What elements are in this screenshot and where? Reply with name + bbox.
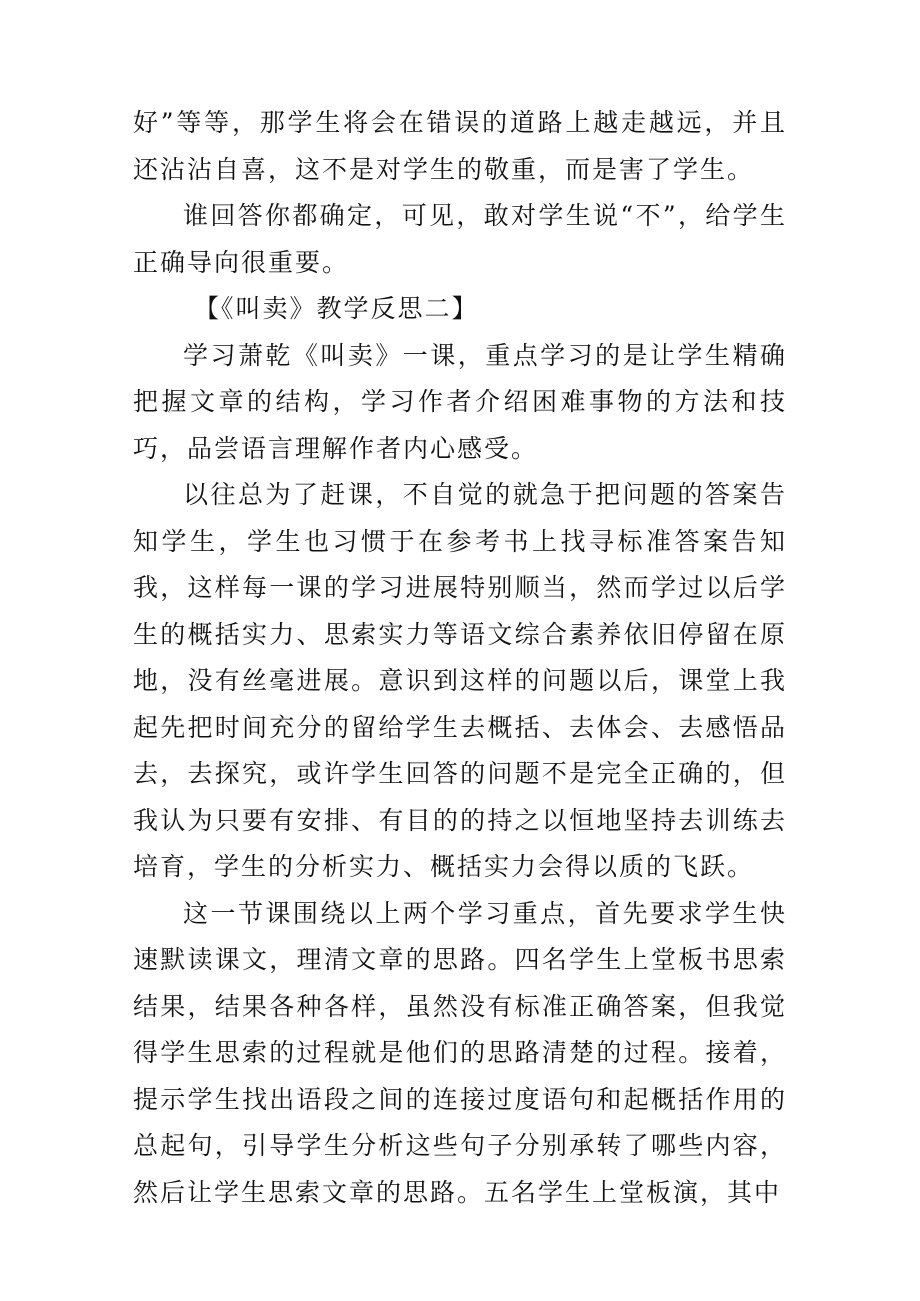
document-body — [133, 100, 787, 1216]
paragraph-body-2: 以往总为了赶课，不自觉的就急于把问题的答案告知学生，学生也习惯于在参考书上找寻标准答案告知我，这样每一课的学习进展特别顺当，然而学过以后学生的概括实力、思索实力等语文综合素养依旧停留在原地，没有丝毫进展。意识到这样的问题以后，课堂上我起先把时间充分的留给学生去概括、去体会、去感悟品去，去探究，或许学生回答的问题不是完全正确的，但我认为只要有安排、有目的的持之以恒地坚持去训练去培育，学生的分析实力、概括实力会得以质的飞跃。 — [133, 480, 787, 881]
paragraph-body-3: 这一节课围绕以上两个学习重点，首先要求学生快速默读课文，理清文章的思路。四名学生上堂板书思索结果，结果各种各样，虽然没有标准正确答案，但我觉得学生思索的过程就是他们的思路清楚的过程。接着，提示学生找出语段之间的连接过度语句和起概括作用的总起句，引导学生分析这些句子分别承转了哪些内容，然后让学生思索文章的思路。五名学生上堂板演，其中 — [133, 898, 787, 1207]
paragraph-conclusion: 谁回答你都确定，可见，敢对学生说“不”，给学生正确导向很重要。 — [133, 201, 787, 277]
section-heading: 【《叫卖》教学反思二】 — [194, 294, 479, 323]
paragraph-body-1: 学习萧乾《叫卖》一课，重点学习的是让学生精确把握文章的结构，学习作者介绍困难事物的方法和技巧，品尝语言理解作者内心感受。 — [133, 340, 787, 463]
paragraph-continuation: 好”等等，那学生将会在错误的道路上越走越远，并且还沾沾自喜，这不是对学生的敬重，而是害了学生。 — [133, 108, 787, 184]
